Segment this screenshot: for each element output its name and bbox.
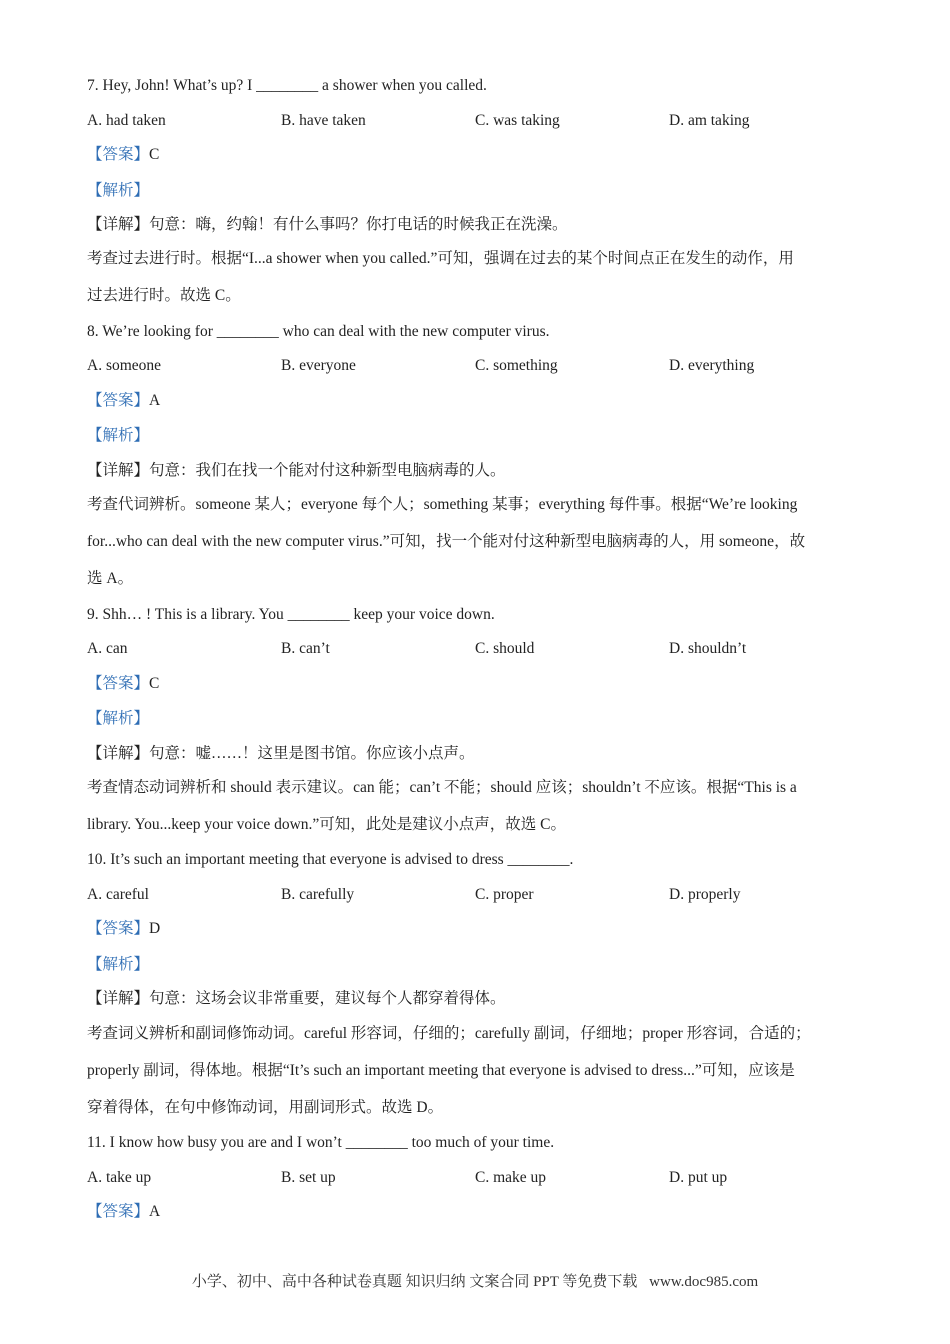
option-b: B. can’t [281,640,330,657]
explanation-line: library. You...keep your voice down.”可知，此处是建议小点声，故选 C。 [87,816,567,833]
question-stem: 8. We’re looking for ________ who can deal with the new computer virus. [87,323,550,340]
option-d: D. shouldn’t [669,640,747,657]
answer-label: 【答案】 [87,920,150,937]
page-footer [0,1270,950,1291]
option-c: C. something [475,357,558,374]
option-b: B. everyone [281,357,356,374]
answer-value: D [149,920,161,937]
question-stem: 10. It’s such an important meeting that everyone is advised to dress ________. [87,851,574,868]
answer-label: 【答案】 [87,146,150,163]
answer-value: A [149,1203,161,1220]
option-b: B. carefully [281,886,355,903]
options-row [87,639,867,659]
detail-line: 【详解】句意：这场会议非常重要，建议每个人都穿着得体。 [87,990,506,1007]
question-stem: 7. Hey, John! What’s up? I ________ a shower when you called. [87,77,487,94]
option-a: A. take up [87,1169,152,1186]
detail-line: 【详解】句意：嗨，约翰！有什么事吗？你打电话的时候我正在洗澡。 [87,216,568,233]
answer-line [87,919,160,939]
option-c: C. make up [475,1169,547,1186]
explanation-line: properly 副词，得体地。根据“It’s such an important meeting that everyone is advised to dress...”可知，应该是 [87,1062,795,1079]
answer-label: 【答案】 [87,1203,150,1220]
detail-line: 【详解】句意：嘘……！这里是图书馆。你应该小点声。 [87,745,475,762]
option-a: A. can [87,640,128,657]
answer-label: 【答案】 [87,392,150,409]
analysis-label: 【解析】 [87,956,150,973]
option-b: B. have taken [281,112,366,129]
options-row [87,1168,867,1188]
explanation-line: 考查情态动词辨析和 should 表示建议。can 能；can’t 不能；should 应该；shouldn’t 不应该。根据“This is a [87,779,797,796]
options-row [87,885,867,905]
explanation-line: 选 A。 [87,570,134,587]
analysis-label: 【解析】 [87,182,150,199]
detail-line: 【详解】句意：我们在找一个能对付这种新型电脑病毒的人。 [87,462,506,479]
option-a: A. someone [87,357,162,374]
answer-value: C [149,675,160,692]
answer-line [87,674,159,694]
answer-value: C [149,146,160,163]
explanation-line: 考查过去进行时。根据“I...a shower when you called.”可知，强调在过去的某个时间点正在发生的动作，用 [87,250,794,267]
option-c: C. should [475,640,535,657]
footer-text: 小学、初中、高中各种试卷真题 知识归纳 文案合同 PPT 等免费下载 [191,1274,638,1290]
option-c: C. proper [475,886,534,903]
answer-line [87,145,159,165]
option-d: D. am taking [669,112,750,129]
option-c: C. was taking [475,112,560,129]
explanation-line: for...who can deal with the new computer virus.”可知，找一个能对付这种新型电脑病毒的人，用 someone，故 [87,533,806,550]
answer-label: 【答案】 [87,675,150,692]
option-d: D. everything [669,357,755,374]
options-row [87,356,867,376]
options-row [87,111,867,131]
option-a: A. careful [87,886,149,903]
question-stem: 9. Shh… ! This is a library. You ________ keep your voice down. [87,606,495,623]
explanation-line: 考查词义辨析和副词修饰动词。careful 形容词，仔细的；carefully 副词，仔细地；proper 形容词，合适的； [87,1025,811,1042]
answer-line [87,1202,160,1222]
answer-line [87,391,160,411]
answer-value: A [149,392,161,409]
option-d: D. properly [669,886,741,903]
explanation-line: 穿着得体，在句中修饰动词，用副词形式。故选 D。 [87,1099,444,1116]
option-d: D. put up [669,1169,728,1186]
question-stem: 11. I know how busy you are and I won’t ________ too much of your time. [87,1134,555,1151]
analysis-label: 【解析】 [87,427,150,444]
option-b: B. set up [281,1169,336,1186]
explanation-line: 过去进行时。故选 C。 [87,287,241,304]
footer-link[interactable]: www.doc985.com [649,1274,759,1290]
explanation-line: 考查代词辨析。someone 某人；everyone 每个人；something 某事；everything 每件事。根据“We’re looking [87,496,798,513]
analysis-label: 【解析】 [87,710,150,727]
option-a: A. had taken [87,112,166,129]
